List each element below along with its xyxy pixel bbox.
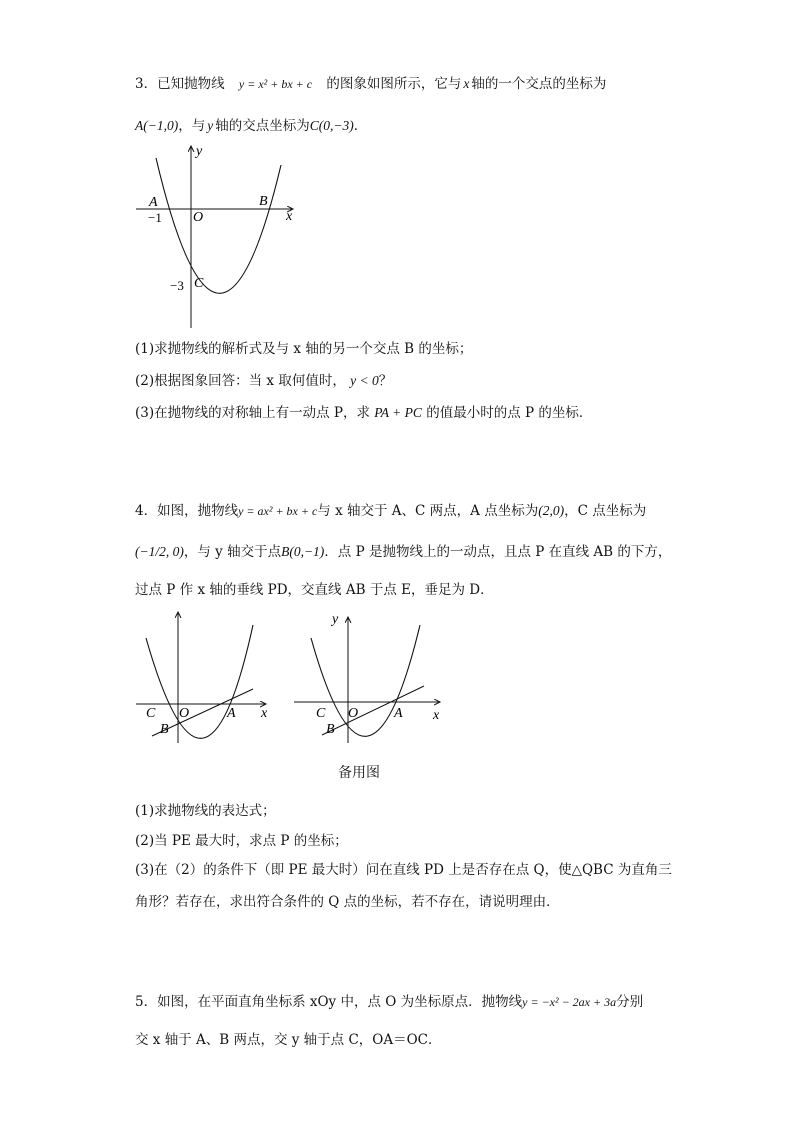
q3-label-c: C: [194, 276, 204, 291]
q3-point-c: C(0,−3): [309, 118, 354, 133]
q4-main-label-o: O: [179, 706, 190, 721]
q4-backup-label-x: x: [433, 708, 440, 723]
q4-backup-label-c: C: [316, 706, 326, 721]
q3-equation: y = x² + bx + c: [238, 77, 313, 91]
q3-subquestion-1: (1)求抛物线的解析式及与 x 轴的另一个交点 B 的坐标；: [135, 341, 473, 357]
q5-intro-text-2: 分别: [616, 994, 644, 1010]
q3-sub3-math: PA + PC: [374, 405, 422, 420]
q5-equation: y = −x² − 2ax + 3a: [522, 995, 617, 1009]
q4-figure-main: [130, 608, 280, 753]
q5-intro-text: 5．如图，在平面直角坐标系 xOy 中，点 O 为坐标原点．抛物线: [135, 994, 523, 1010]
q4-main-label-x: x: [261, 706, 268, 721]
q4-backup-parabola: [311, 625, 420, 736]
q3-intro-text: 3．已知抛物线: [135, 76, 225, 92]
q4-text-point-p: ．点 P 是抛物线上的一动点，且点 P 在直线 AB 的下方，: [324, 544, 672, 560]
q4-text-with-y: ，与 y 轴交于点: [183, 544, 282, 560]
q4-figure-caption: 备用图: [338, 765, 380, 781]
q4-main-label-a: A: [227, 706, 236, 721]
q4-point-b: B(0,−1): [281, 544, 325, 559]
q4-main-label-b: B: [160, 722, 169, 737]
q3-point-a: A(−1,0): [135, 118, 179, 133]
q5-line-2: 交 x 轴于 A、B 两点，交 y 轴于点 C，OA＝OC．: [135, 1032, 442, 1048]
q3-subquestion-2: [135, 369, 392, 389]
q3-text-intersect: 轴的交点坐标为: [215, 118, 310, 134]
q3-sub2-end: ？: [378, 373, 393, 389]
q3-label-x: x: [286, 209, 293, 224]
q3-sub2-text: (2)根据图象回答：当 x 取何值时，: [135, 373, 346, 389]
q3-figure: [130, 138, 310, 333]
q3-parabola: [156, 158, 281, 293]
q3-sub3-end: 的值最小时的点 P 的坐标．: [426, 405, 593, 421]
q4-intro-text-2: 与 x 轴交于 A、C 两点，A 点坐标为: [317, 503, 539, 519]
q4-equation: y = ax² + bx + c: [238, 504, 318, 518]
q3-subquestion-3: [135, 401, 592, 421]
q4-backup-label-b: B: [326, 722, 335, 737]
q3-intro-text-2: 的图象如图所示，它与: [326, 76, 462, 92]
q3-period: ．: [353, 118, 368, 134]
q4-backup-label-y: y: [332, 612, 339, 627]
q3-line-1: [135, 72, 606, 92]
q3-x-var: x: [463, 76, 470, 91]
q3-label-y: y: [196, 144, 203, 159]
q3-text-with: ，与: [178, 118, 206, 134]
q4-point-c: (−1/2, 0): [135, 544, 184, 559]
q4-subquestion-3-line-2: 角形？若存在，求出符合条件的 Q 点的坐标，若不存在，请说明理由．: [135, 894, 560, 910]
q3-intro-text-3: 轴的一个交点的坐标为: [471, 76, 607, 92]
q3-label-minus3: −3: [170, 278, 184, 293]
q4-subquestion-3-line-1: (3)在（2）的条件下（即 PE 最大时）问在直线 PD 上是否存在点 Q，使△QBC 为直角三: [135, 862, 672, 878]
q3-y-var: y: [207, 118, 214, 133]
q3-line-2: [135, 114, 367, 134]
q4-backup-label-a: A: [394, 706, 403, 721]
q4-main-label-c: C: [146, 706, 156, 721]
q4-line-1: [135, 499, 646, 519]
q3-sub3-text: (3)在抛物线的对称轴上有一动点 P，求: [135, 405, 370, 421]
q4-intro-text: 4．如图，抛物线: [135, 503, 239, 519]
q5-line-1: [135, 990, 643, 1010]
q4-point-a: (2,0): [538, 503, 565, 518]
q3-sub2-math: y < 0: [350, 373, 379, 388]
q4-subquestion-1: (1)求抛物线的表达式；: [135, 803, 276, 819]
q3-label-o: O: [193, 210, 204, 225]
q4-subquestion-2: (2)当 PE 最大时，求点 P 的坐标；: [135, 833, 348, 849]
q3-label-b: B: [259, 194, 268, 209]
q3-label-minus1: −1: [148, 210, 162, 225]
q4-figure-backup: [290, 603, 450, 753]
q4-line-3: 过点 P 作 x 轴的垂线 PD，交直线 AB 于点 E，垂足为 D．: [135, 582, 494, 598]
q4-line-2: [135, 540, 671, 560]
q3-label-a: A: [149, 195, 158, 210]
q4-intro-text-3: ，C 点坐标为: [564, 503, 647, 519]
q4-backup-label-o: O: [348, 706, 359, 721]
